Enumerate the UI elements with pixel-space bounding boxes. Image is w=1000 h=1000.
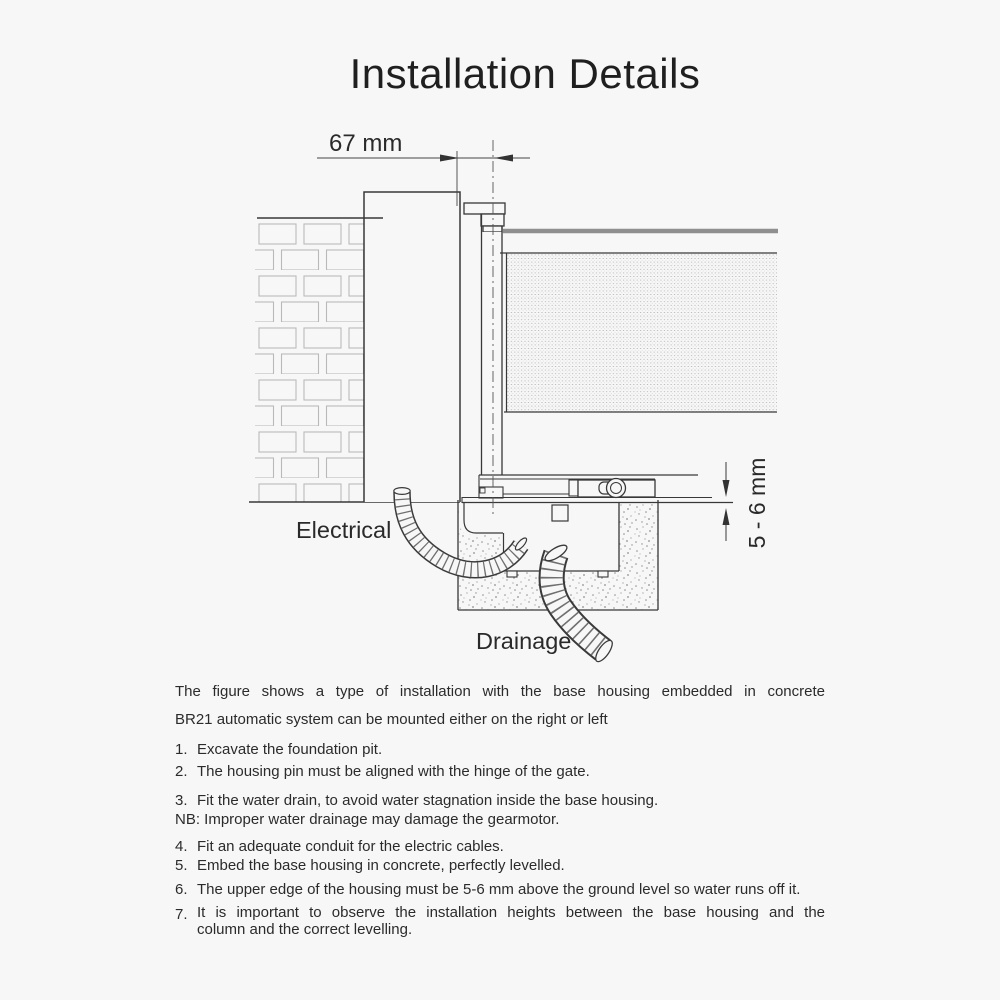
bottom-rail-gearmotor xyxy=(479,475,698,498)
step-7-line-2: column and the correct levelling. xyxy=(197,921,413,938)
step-5 xyxy=(175,856,825,876)
column xyxy=(364,192,460,502)
step-7-line-1: It is important to observe the installation heights between the base housing and the xyxy=(197,904,825,921)
dimension-label-67mm: 67 mm xyxy=(329,130,403,157)
step-4 xyxy=(175,837,825,857)
brick-wall xyxy=(255,218,364,502)
intro-paragraph: The figure shows a type of installation with the base housing embedded in concrete xyxy=(175,683,825,700)
step-text: The housing pin must be aligned with the hinge of the gate. xyxy=(197,763,590,780)
step-text xyxy=(197,905,825,938)
step-7 xyxy=(175,905,825,938)
page-title: Installation Details xyxy=(349,50,701,97)
post-foot xyxy=(479,487,503,498)
step-text: Fit the water drain, to avoid water stagnation inside the base housing. xyxy=(197,792,659,809)
step-3-note: NB: Improper water drainage may damage the gearmotor. xyxy=(175,811,560,828)
system-paragraph: BR21 automatic system can be mounted either on the right or left xyxy=(175,711,608,728)
step-2 xyxy=(175,762,825,782)
electrical-label: Electrical xyxy=(296,517,392,543)
step-number: 7. xyxy=(175,906,188,923)
step-6 xyxy=(175,880,825,900)
drainage-label: Drainage xyxy=(476,628,572,654)
step-number: 2. xyxy=(175,763,188,780)
housing-lip xyxy=(462,497,733,503)
column-body xyxy=(364,192,460,502)
step-1 xyxy=(175,740,825,760)
step-text: Fit an adequate conduit for the electric cables. xyxy=(197,838,504,855)
step-number: 3. xyxy=(175,792,188,809)
gate-post xyxy=(482,214,503,475)
step-number: 6. xyxy=(175,881,188,898)
gate-hinge xyxy=(464,203,505,232)
dimension-label-5-6mm: 5 - 6 mm xyxy=(744,457,770,549)
step-text: Excavate the foundation pit. xyxy=(197,741,383,758)
step-number: 1. xyxy=(175,741,188,758)
gate-panel xyxy=(500,253,777,412)
housing-hole xyxy=(552,505,568,521)
step-number: 4. xyxy=(175,838,188,855)
step-number: 5. xyxy=(175,857,188,874)
gearmotor-cam xyxy=(607,479,626,498)
step-3 xyxy=(175,791,825,811)
step-text: Embed the base housing in concrete, perfectly levelled. xyxy=(197,857,565,874)
side-dimension xyxy=(723,462,730,541)
step-text: The upper edge of the housing must be 5-6 mm above the ground level so water runs off it. xyxy=(197,881,801,898)
